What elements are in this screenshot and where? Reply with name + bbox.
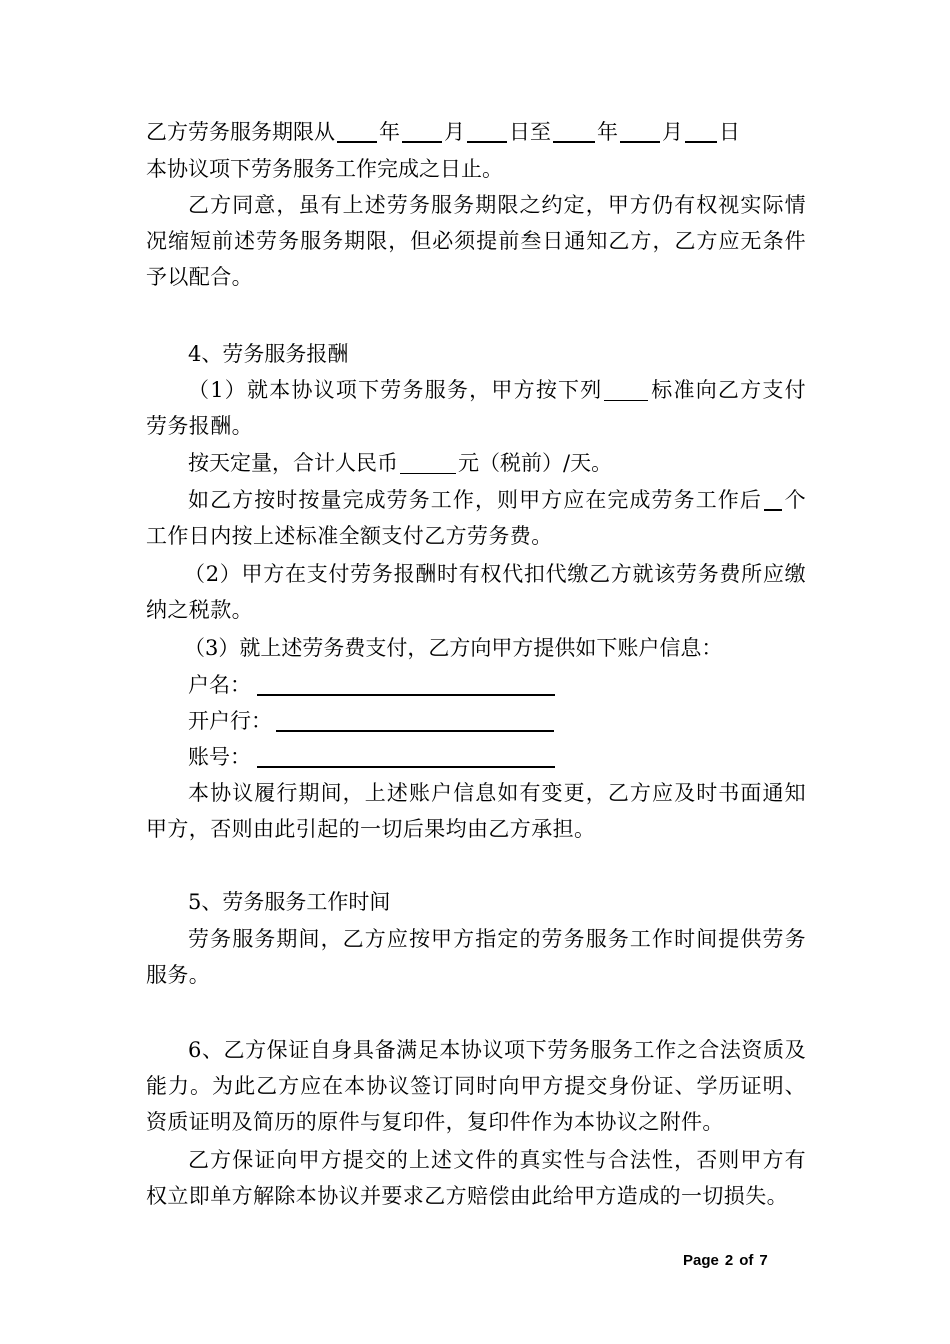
sec6-paragraph-1: 6、乙方保证自身具备满足本协议项下劳务服务工作之合法资质及能力。为此乙方应在本协议签订同时向甲方提交身份证、学历证明、资质证明及简历的原件与复印件，复印件作为本协议之附件。 [146,1038,806,1134]
sec4-p2-text-b: 元（税前）/天。 [458,451,613,475]
footer-page-number: 2 [724,1252,734,1269]
daily-rate-blank [400,451,456,474]
standard-blank [604,378,648,401]
sec4-paragraph-1 [146,372,806,444]
section-4-heading: 4、劳务服务报酬 [188,342,349,366]
sec4-p2-text-a: 按天定量，合计人民币 [188,451,398,475]
account-name-blank [257,672,555,696]
period-end-line: 本协议项下劳务服务工作完成之日止。 [146,157,503,181]
year-label-2: 年 [597,120,618,144]
page-footer [683,1252,774,1269]
day-label-2: 日 [719,120,740,144]
bank-row [188,703,556,739]
sec4-paragraph-5: （3）就上述劳务费支付，乙方向甲方提供如下账户信息： [184,636,723,660]
year-blank-2 [553,119,595,143]
year-label-1: 年 [379,120,400,144]
period-prefix: 乙方劳务服务期限从 [146,120,335,144]
year-blank-1 [337,119,377,143]
month-label-1: 月 [444,120,465,144]
month-label-2: 月 [662,120,683,144]
sec4-paragraph-2 [188,445,612,481]
footer-page-word: Page [683,1252,719,1269]
sec5-paragraph-1: 劳务服务期间，乙方应按甲方指定的劳务服务工作时间提供劳务服务。 [146,927,806,987]
sec4-paragraph-6: 本协议履行期间，上述账户信息如有变更，乙方应及时书面通知甲方，否则由此引起的一切后果均由乙方承担。 [146,781,806,841]
paragraph-agreement: 乙方同意，虽有上述劳务服务期限之约定，甲方仍有权视实际情况缩短前述劳务服务期限，但必须提前叁日通知乙方，乙方应无条件予以配合。 [146,193,806,289]
footer-of-word: of [739,1252,754,1269]
section-5-heading: 5、劳务服务工作时间 [188,890,391,914]
account-number-row [188,739,557,775]
sec4-p3-text-b: 个工作日内按上述标准全额支付乙方劳务费。 [146,488,806,548]
sec4-p1-text-b: 标准向乙方支付劳务报酬。 [146,378,806,438]
sec4-p1-text-a: （1）就本协议项下劳务服务，甲方按下列 [188,378,603,402]
day-blank-2 [685,119,717,143]
day-blank-1 [467,119,507,143]
day-to-label: 日至 [509,120,551,144]
sec6-paragraph-2: 乙方保证向甲方提交的上述文件的真实性与合法性，否则甲方有权立即单方解除本协议并要求乙方赔偿由此给甲方造成的一切损失。 [146,1148,806,1208]
account-name-row [188,667,557,703]
bank-blank [276,708,554,732]
account-name-label: 户名： [188,673,251,697]
bank-label: 开户行： [188,709,272,733]
footer-total-pages: 7 [759,1252,768,1269]
sec4-p3-text-a: 如乙方按时按量完成劳务工作，则甲方应在完成劳务工作后 [188,488,762,512]
workdays-blank [764,487,782,511]
account-number-blank [257,744,555,768]
account-number-label: 账号： [188,745,251,769]
service-period-line [146,114,740,150]
month-blank-1 [402,119,442,143]
month-blank-2 [620,119,660,143]
sec4-paragraph-3 [146,482,806,554]
sec4-paragraph-4: （2）甲方在支付劳务报酬时有权代扣代缴乙方就该劳务费所应缴纳之税款。 [146,562,806,622]
